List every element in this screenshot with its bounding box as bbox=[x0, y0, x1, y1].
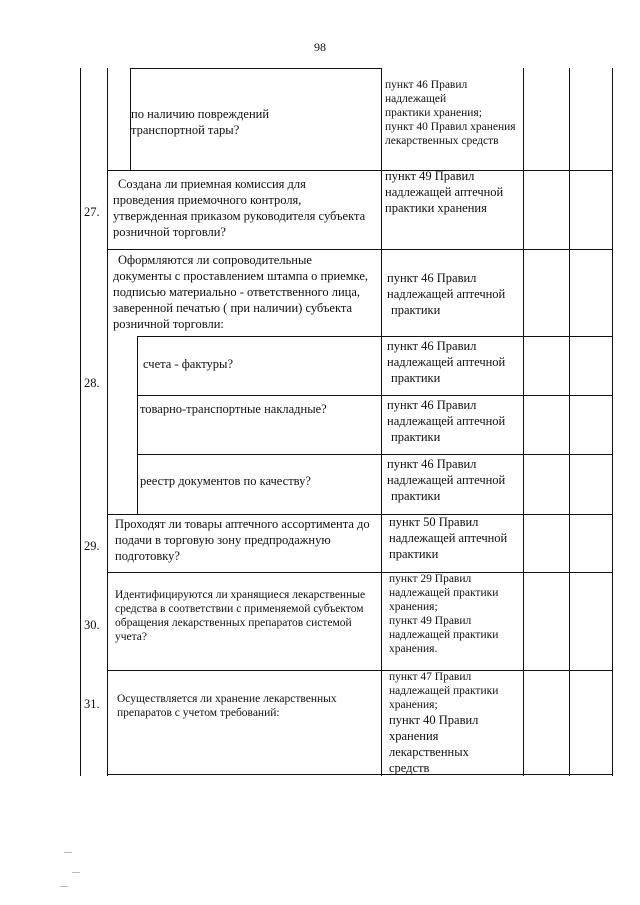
reference-line: хранения; bbox=[389, 699, 438, 711]
reference-line: хранения. bbox=[389, 643, 438, 655]
question-line: подписью материально - ответственного лица, bbox=[113, 285, 361, 299]
question-line: Оформляются ли сопроводительные bbox=[118, 253, 312, 267]
reference-line: надлежащей аптечной bbox=[387, 473, 506, 487]
subrow-indent-line bbox=[137, 336, 138, 514]
question-line: средства в соответствии с применяемой субъектом bbox=[115, 603, 364, 615]
reference-line: средств bbox=[389, 761, 430, 775]
question-line: документы с проставлением штампа о приемке, bbox=[113, 269, 369, 283]
reference-line: практики bbox=[389, 547, 439, 561]
reference-line: практики хранения; bbox=[385, 107, 482, 119]
question-line: транспортной тары? bbox=[131, 123, 240, 137]
reference-line: практики bbox=[391, 303, 441, 317]
row-separator bbox=[107, 670, 613, 671]
question-line: Идентифицируются ли хранящиеся лекарственные bbox=[115, 589, 366, 601]
row-separator bbox=[107, 170, 613, 171]
reference-line: пункт 46 Правил bbox=[387, 398, 477, 412]
row-number: 27. bbox=[84, 205, 100, 219]
reference-line: пункт 40 Правил bbox=[389, 713, 479, 727]
scan-mark bbox=[64, 852, 72, 853]
reference-line: практики bbox=[391, 430, 441, 444]
question-line: заверенной печатью ( при наличии) субъекта bbox=[113, 301, 353, 315]
reference-line: практики bbox=[391, 371, 441, 385]
page-number: 98 bbox=[314, 40, 326, 54]
reference-line: пункт 47 Правил bbox=[389, 671, 472, 683]
reference-line: надлежащей аптечной bbox=[389, 531, 508, 545]
reference-line: пункт 29 Правил bbox=[389, 573, 472, 585]
question-line: Создана ли приемная комиссия для bbox=[118, 177, 306, 191]
reference-line: надлежащей практики bbox=[389, 629, 499, 641]
question-line: обращения лекарственных препаратов системой bbox=[115, 617, 352, 629]
reference-line: надлежащей практики bbox=[389, 685, 499, 697]
reference-line: надлежащей практики bbox=[389, 587, 499, 599]
scan-mark bbox=[72, 872, 80, 873]
question-line: препаратов с учетом требований: bbox=[117, 707, 280, 719]
row-separator bbox=[107, 249, 613, 250]
question-line: розничной торговли? bbox=[113, 225, 226, 239]
reference-line: пункт 49 Правил bbox=[385, 169, 475, 183]
reference-line: пункт 49 Правил bbox=[389, 615, 472, 627]
sub-question: товарно-транспортные накладные? bbox=[140, 402, 327, 416]
table-border-bottom bbox=[107, 774, 613, 775]
question-line: розничной торговли: bbox=[113, 317, 224, 331]
reference-line: пункт 40 Правил хранения bbox=[385, 121, 516, 133]
row-separator bbox=[107, 572, 613, 573]
reference-line: надлежащей аптечной bbox=[387, 355, 506, 369]
reference-line: практики bbox=[391, 489, 441, 503]
row-number: 31. bbox=[84, 697, 100, 711]
row-separator bbox=[137, 454, 613, 455]
reference-line: пункт 46 Правил bbox=[387, 457, 477, 471]
row-separator bbox=[137, 336, 613, 337]
row-separator bbox=[137, 395, 613, 396]
reference-line: надлежащей bbox=[385, 93, 447, 105]
reference-line: надлежащей аптечной bbox=[385, 185, 504, 199]
reference-line: хранения bbox=[389, 729, 439, 743]
reference-line: надлежащей аптечной bbox=[387, 287, 506, 301]
reference-line: пункт 46 Правил bbox=[387, 339, 477, 353]
question-line: утвержденная приказом руководителя субъекта bbox=[113, 209, 366, 223]
reference-line: хранения; bbox=[389, 601, 438, 613]
table-border-left bbox=[80, 68, 81, 776]
scan-mark bbox=[60, 886, 68, 887]
question-line: подачи в торговую зону предпродажную bbox=[115, 533, 331, 547]
reference-line: пункт 50 Правил bbox=[389, 515, 479, 529]
reference-line: лекарственных bbox=[389, 745, 469, 759]
question-line: Осуществляется ли хранение лекарственных bbox=[117, 693, 337, 705]
sub-question: реестр документов по качеству? bbox=[140, 474, 311, 488]
reference-line: лекарственных средств bbox=[385, 135, 499, 147]
reference-line: пункт 46 Правил bbox=[387, 271, 477, 285]
sub-question: счета - фактуры? bbox=[143, 357, 234, 371]
question-line: учета? bbox=[115, 631, 148, 643]
row-number: 29. bbox=[84, 539, 100, 553]
question-line: проведения приемочного контроля, bbox=[113, 193, 302, 207]
row-number: 30. bbox=[84, 618, 100, 632]
reference-line: надлежащей аптечной bbox=[387, 414, 506, 428]
reference-line: пункт 46 Правил bbox=[385, 79, 468, 91]
reference-line: практики хранения bbox=[385, 201, 487, 215]
row-number: 28. bbox=[84, 376, 100, 390]
question-line: по наличию повреждений bbox=[131, 107, 270, 121]
question-line: подготовку? bbox=[115, 549, 180, 563]
question-line: Проходят ли товары аптечного ассортимента до bbox=[115, 517, 370, 531]
row-separator bbox=[130, 68, 382, 69]
